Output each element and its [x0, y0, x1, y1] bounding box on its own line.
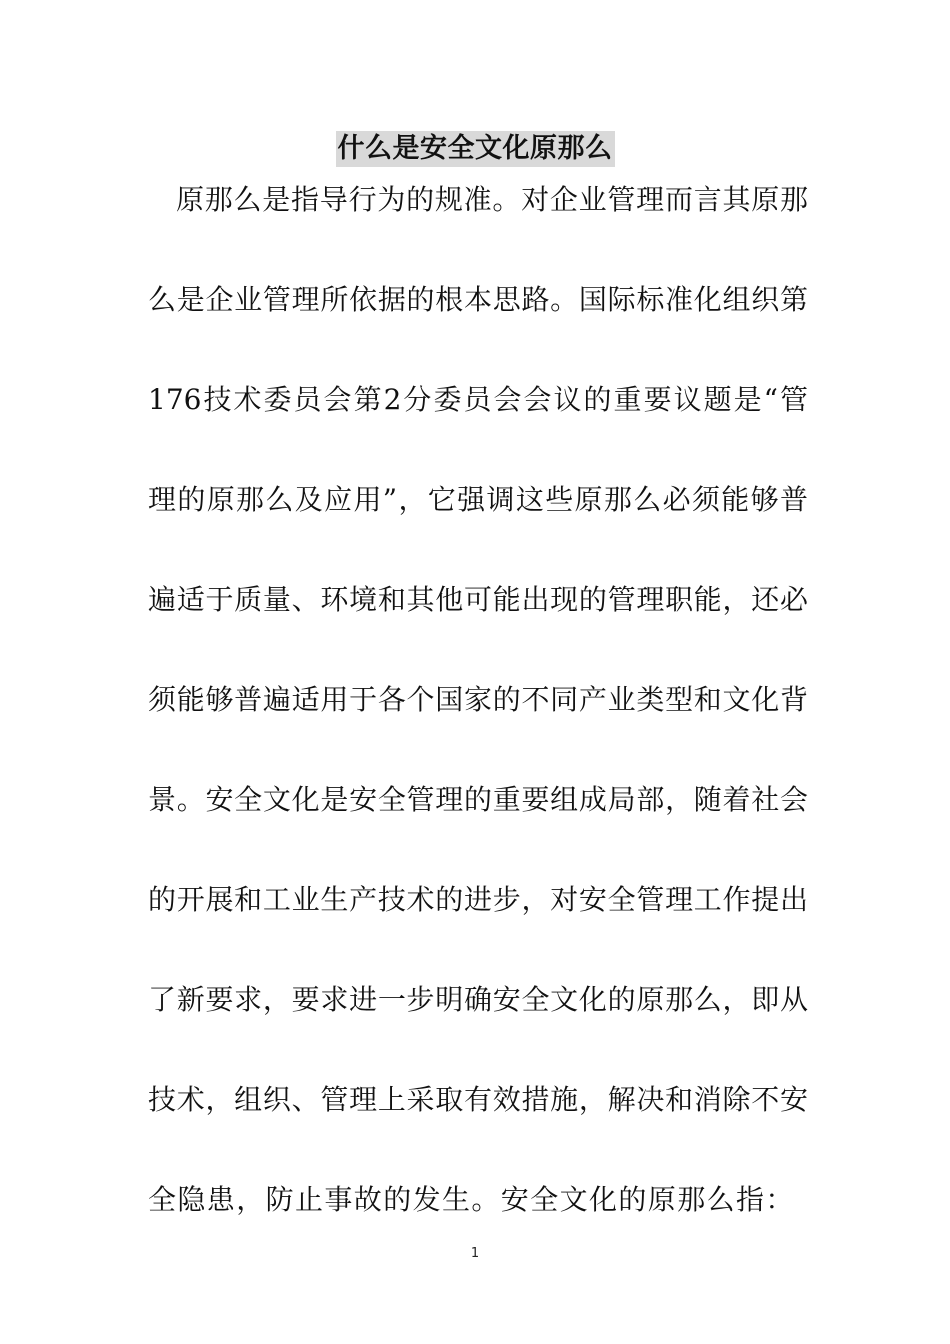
document-title: 什么是安全文化原那么 — [336, 131, 615, 167]
paragraph-line: 了新要求，要求进一步明确安全文化的原那么，即从 — [148, 983, 808, 1016]
paragraph-line: 176技术委员会第2分委员会会议的重要议题是“管 — [148, 383, 808, 416]
paragraph-line: 全隐患，防止事故的发生。安全文化的原那么指： — [148, 1183, 795, 1216]
paragraph-line: 景。安全文化是安全管理的重要组成局部，随着社会 — [148, 783, 808, 816]
paragraph-line: 理的原那么及应用”，它强调这些原那么必须能够普 — [148, 483, 808, 516]
paragraph-line: 原那么是指导行为的规准。对企业管理而言其原那 — [176, 183, 808, 216]
paragraph-line: 么是企业管理所依据的根本思路。国际标准化组织第 — [148, 283, 808, 316]
paragraph-line: 技术，组织、管理上采取有效措施，解决和消除不安 — [148, 1083, 808, 1116]
page-number: 1 — [470, 1246, 480, 1261]
paragraph-line: 须能够普遍适用于各个国家的不同产业类型和文化背 — [148, 683, 808, 716]
paragraph-line: 的开展和工业生产技术的进步，对安全管理工作提出 — [148, 883, 808, 916]
paragraph-line: 遍适于质量、环境和其他可能出现的管理职能，还必 — [148, 583, 808, 616]
title-container — [0, 131, 950, 167]
